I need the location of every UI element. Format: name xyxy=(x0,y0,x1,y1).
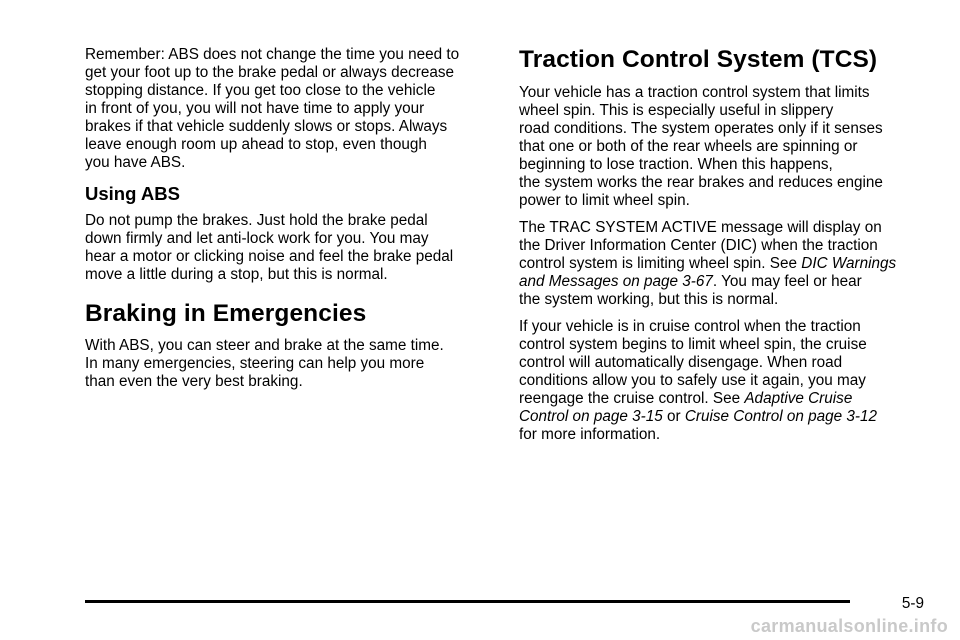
cruise-control-link[interactable]: Cruise Control on page 3-12 xyxy=(684,408,878,425)
cruise-control-text-end: for more information. xyxy=(519,426,661,443)
adaptive-cruise-control-link[interactable]: Adaptive Cruise Control on page 3-15 xyxy=(519,390,853,425)
trac-message-paragraph xyxy=(519,219,924,309)
trac-message-text: The TRAC SYSTEM ACTIVE message will display on the Driver Information Center (DIC) when the traction control system is limiting wheel spin. See xyxy=(519,219,882,272)
using-abs-paragraph: Do not pump the brakes. Just hold the brake pedal down firmly and let anti-lock work for you. You may hear a motor or clicking noise and feel the brake pedal move a little during a stop, but this is normal. xyxy=(85,212,454,283)
left-column xyxy=(85,46,495,400)
trac-message-text-end: . You may feel or hear the system working, but this is normal. xyxy=(519,273,862,308)
using-abs-heading: Using ABS xyxy=(85,183,180,204)
braking-emergencies-paragraph: With ABS, you can steer and brake at the same time. In many emergencies, steering can help you more than even the very best braking. xyxy=(85,337,444,390)
braking-emergencies-heading: Braking in Emergencies xyxy=(85,300,367,327)
abs-reminder-paragraph: Remember: ABS does not change the time you need to get your foot up to the brake pedal or always decrease stopping distance. If you get too close to the vehicle in front of you, you will not have time to apply your brakes if that vehicle suddenly slows or stops. Always leave enough room up ahead to stop, even though you have ABS. xyxy=(85,46,460,171)
tcs-heading: Traction Control System (TCS) xyxy=(519,46,878,73)
watermark-text: carmanualsonline.info xyxy=(750,616,948,636)
cruise-control-text: If your vehicle is in cruise control when the traction control system begins to limit wheel spin, the cruise control will automatically disengage. When road conditions allow you to safely use it again, you may reengage the cruise control. See xyxy=(519,318,867,407)
cruise-control-paragraph xyxy=(519,318,924,444)
tcs-intro-paragraph: Your vehicle has a traction control system that limits wheel spin. This is especially useful in slippery road conditions. The system operates only if it senses that one or both of the rear wheels are spinning or beginning to lose traction. When this happens, the system works the rear brakes and reduces engine power to limit wheel spin. xyxy=(519,84,883,209)
right-column xyxy=(519,46,924,453)
page-number: 5-9 xyxy=(901,595,924,612)
footer-rule xyxy=(85,600,850,603)
or-text: or xyxy=(662,408,685,425)
dic-warnings-link[interactable]: DIC Warnings and Messages on page 3-67 xyxy=(519,255,897,290)
